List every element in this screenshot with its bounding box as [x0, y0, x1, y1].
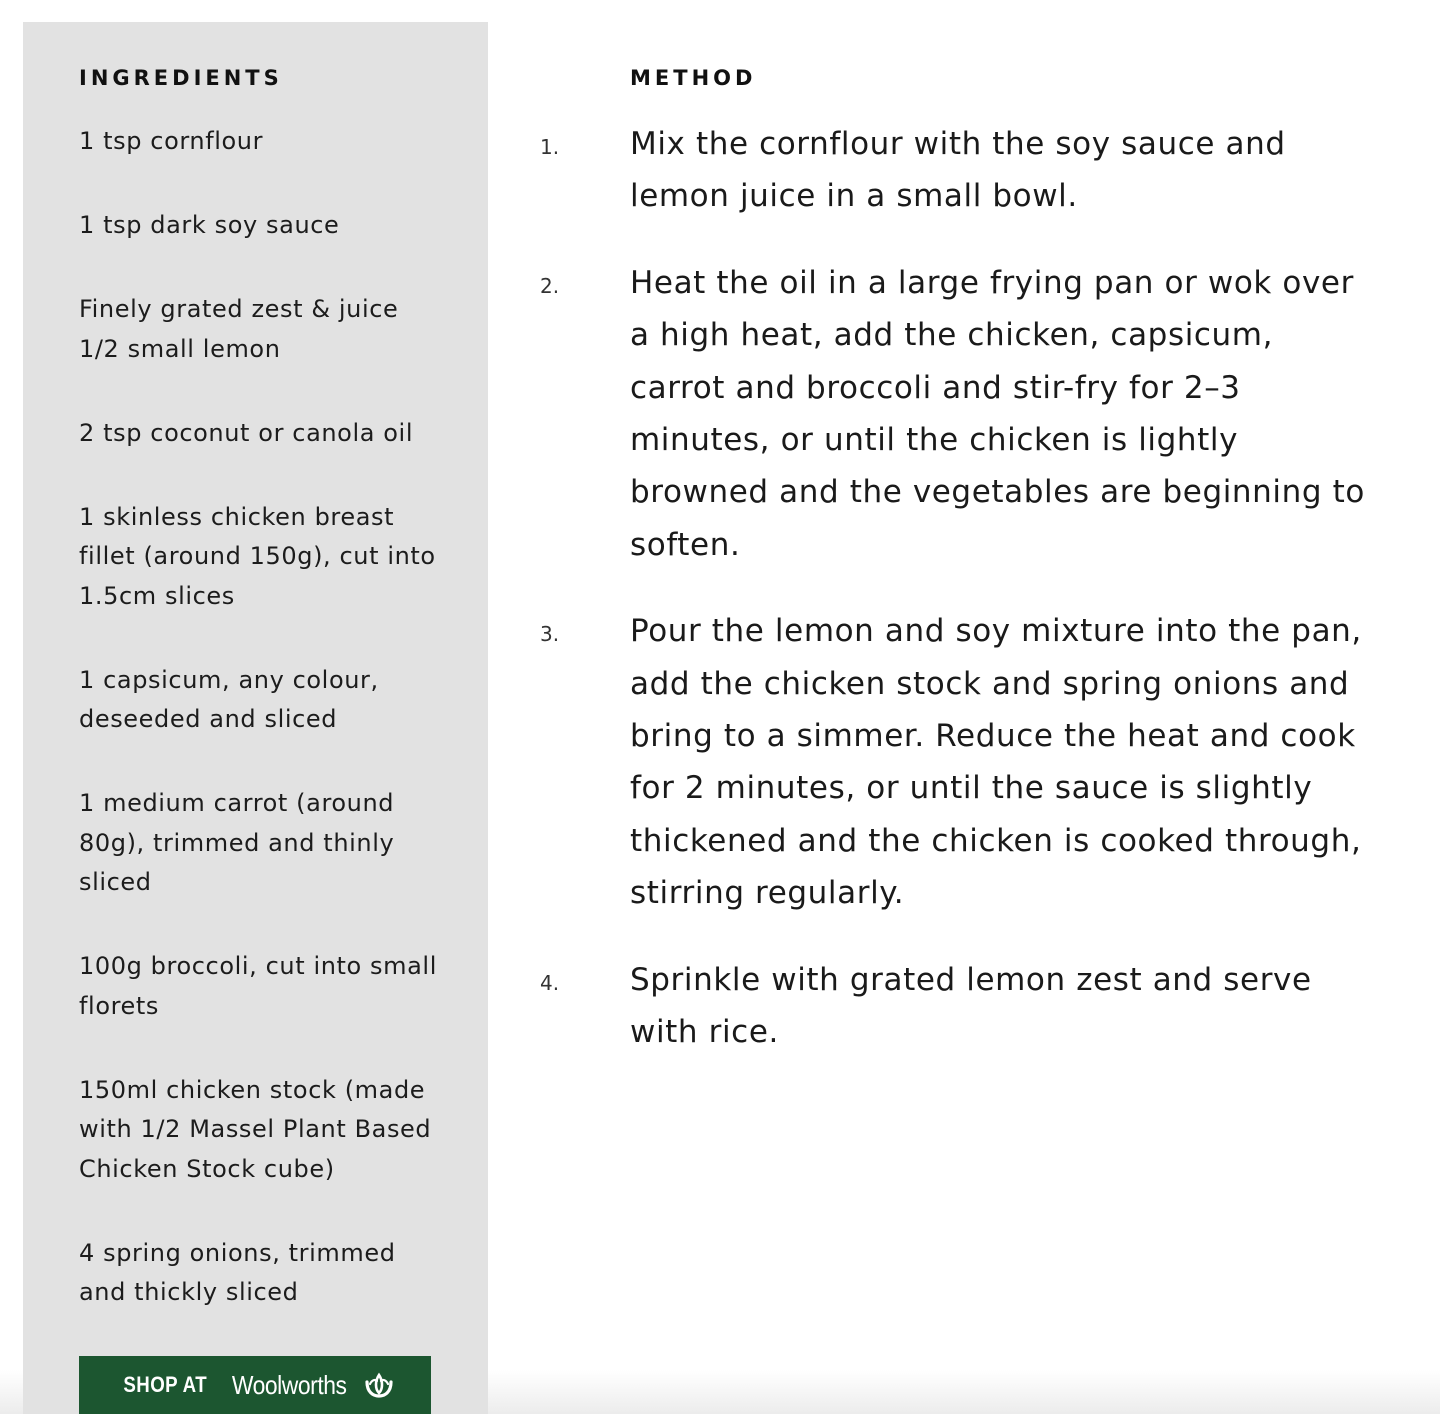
ingredient-item: 100g broccoli, cut into small florets — [79, 952, 437, 1020]
shop-button-prefix: SHOP AT — [122, 1372, 207, 1397]
ingredient-item: 2 tsp coconut or canola oil — [79, 418, 414, 447]
ingredients-panel — [23, 22, 488, 1414]
method-list — [540, 118, 1370, 1093]
step-text: Mix the cornflour with the soy sauce and lemon juice in a small bowl. — [630, 126, 1286, 215]
step-number: 2. — [540, 274, 560, 299]
ingredient-item: 1 tsp dark soy sauce — [79, 211, 340, 239]
ingredient-item: 4 spring onions, trimmed and thickly sliced — [79, 1238, 396, 1306]
ingredient-item: Finely grated zest & juice 1/2 small lemon — [79, 295, 399, 363]
step-number: 4. — [540, 970, 560, 995]
ingredient-list — [79, 122, 439, 1357]
ingredient-item: 150ml chicken stock (made with 1/2 Massel Plant Based Chicken Stock cube) — [79, 1075, 432, 1183]
ingredient-item: 1 skinless chicken breast fillet (around 150g), cut into 1.5cm slices — [79, 502, 436, 610]
woolworths-logo-icon — [364, 1372, 394, 1398]
method-step — [540, 118, 1370, 223]
shop-button-brand: Woolworths — [231, 1369, 347, 1400]
shop-at-woolworths-button[interactable] — [79, 1356, 431, 1414]
step-number: 3. — [540, 622, 560, 647]
ingredient-item: 1 capsicum, any colour, deseeded and sliced — [79, 665, 379, 733]
step-text: Pour the lemon and soy mixture into the pan, add the chicken stock and spring onions and bring to a simmer. Reduce the heat and cook for 2 minutes, or until the sauce is slightly thickened and the chicken is cooked through, stirring regularly. — [630, 613, 1362, 911]
method-step — [540, 954, 1370, 1059]
ingredient-item: 1 medium carrot (around 80g), trimmed and thinly sliced — [79, 789, 395, 896]
ingredients-heading: INGREDIENTS — [79, 66, 283, 90]
step-number: 1. — [540, 135, 560, 159]
method-heading: METHOD — [630, 66, 757, 90]
method-step — [540, 605, 1370, 919]
step-text: Heat the oil in a large frying pan or wok over a high heat, add the chicken, capsicum, carrot and broccoli and stir-fry for 2–3 minutes, or until the chicken is lightly browned and the vegetables are beginning to soften. — [630, 265, 1365, 563]
method-step — [540, 257, 1370, 571]
step-text: Sprinkle with grated lemon zest and serve with rice. — [630, 961, 1312, 1050]
ingredient-item: 1 tsp cornflour — [79, 127, 264, 155]
